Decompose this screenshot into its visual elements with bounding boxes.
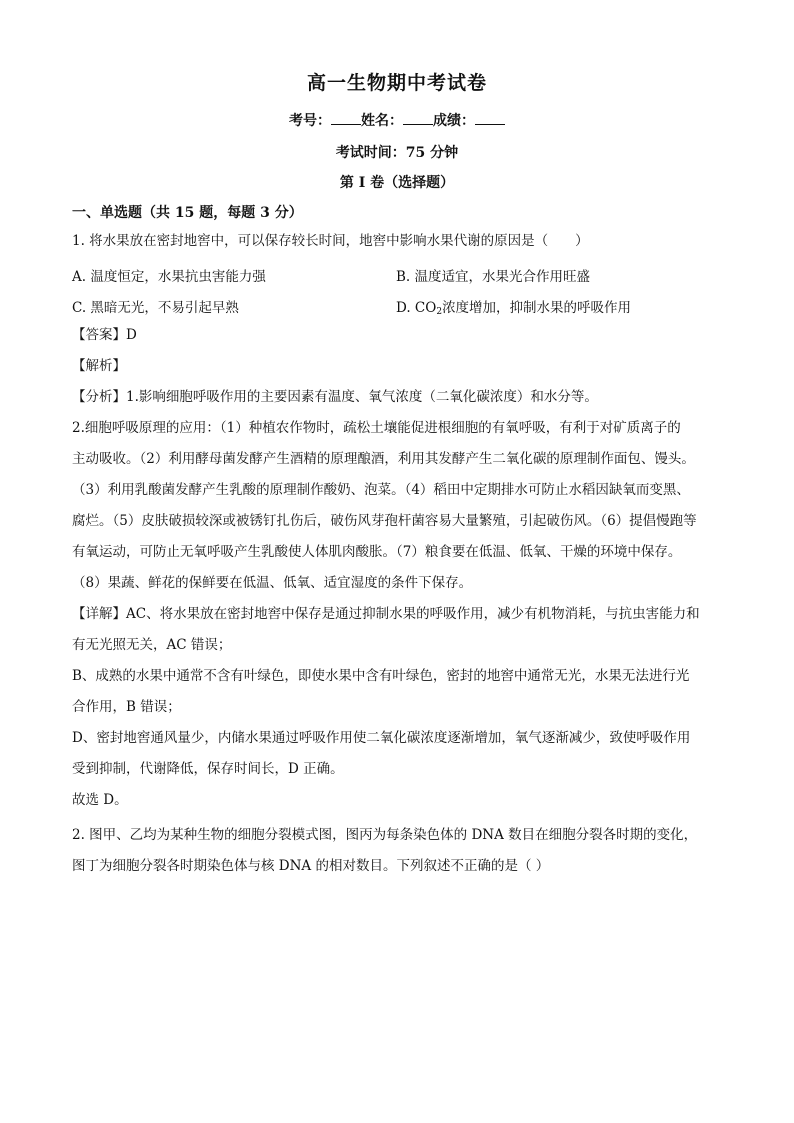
question-1-text: 1. 将水果放在密封地窖中，可以保存较长时间，地窖中影响水果代谢的原因是（ ）	[72, 233, 589, 249]
analysis-line: D、密封地窖通风量少，内储水果通过呼吸作用使二氧化碳浓度逐渐增加，氧气逐渐减少，致使呼吸作用	[72, 730, 691, 746]
exam-time: 考试时间：75 分钟	[335, 145, 459, 161]
option-d-prefix: D. CO	[396, 300, 437, 316]
option-d	[396, 296, 631, 317]
exam-no-blank[interactable]	[331, 112, 361, 125]
analysis-line: （3）利用乳酸菌发酵产生乳酸的原理制作酸奶、泡菜。（4）稻田中定期排水可防止水稻因缺氧而变黑、	[72, 482, 690, 498]
analysis-line: 【分析】1.影响细胞呼吸作用的主要因素有温度、氧气浓度（二氧化碳浓度）和水分等。	[72, 389, 598, 405]
name-label: 姓名：	[361, 113, 403, 129]
exam-title: 高一生物期中考试卷	[306, 72, 487, 94]
analysis-line: 受到抑制，代谢降低，保存时间长，D 正确。	[72, 761, 344, 777]
option-c: C. 黑暗无光，不易引起早熟	[72, 300, 239, 316]
analysis-line: B、成熟的水果中通常不含有叶绿色，即使水果中含有叶绿色，密封的地窖中通常无光，水果无法进行光	[72, 668, 690, 684]
analysis-line: （8）果蔬、鲜花的保鲜要在低温、低氧、适宜湿度的条件下保存。	[72, 575, 473, 591]
option-d-suffix: 浓度增加，抑制水果的呼吸作用	[442, 300, 632, 316]
question-1-explanation	[72, 320, 722, 816]
option-b: B. 温度适宜，水果光合作用旺盛	[396, 269, 591, 285]
question-2-line: 图丁为细胞分裂各时期染色体与核 DNA 的相对数目。下列叙述不正确的是（ ）	[72, 858, 550, 874]
student-info-line	[72, 110, 722, 130]
question-1-stem	[72, 226, 722, 257]
analysis-line: 有无光照无关，AC 错误；	[72, 637, 232, 653]
option-d-subscript: 2	[436, 307, 443, 317]
score-blank[interactable]	[475, 112, 505, 125]
name-blank[interactable]	[403, 112, 433, 125]
exam-no-label: 考号：	[289, 113, 331, 129]
analysis-label: 【解析】	[72, 358, 126, 374]
question-2-stem	[72, 820, 722, 882]
analysis-line: 2.细胞呼吸原理的应用：（1）种植农作物时，疏松土壤能促进根细胞的有氧呼吸，有利于对矿质离子的	[72, 420, 681, 436]
analysis-line: 有氧运动，可防止无氧呼吸产生乳酸使人体肌肉酸胀。（7）粮食要在低温、低氧、干燥的环境中保存。	[72, 544, 682, 560]
answer-line: 【答案】D	[72, 327, 137, 343]
volume-heading: 第 I 卷（选择题）	[339, 175, 455, 191]
analysis-line: 故选 D。	[72, 792, 128, 808]
score-label: 成绩：	[433, 113, 475, 129]
analysis-line: 主动吸收。（2）利用酵母菌发酵产生酒精的原理酿酒，利用其发酵产生二氧化碳的原理制作面包、馒头。	[72, 451, 695, 467]
analysis-line: 合作用，B 错误；	[72, 699, 181, 715]
option-a: A. 温度恒定，水果抗虫害能力强	[72, 269, 266, 285]
analysis-line: 腐烂。（5）皮肤破损较深或被锈钉扎伤后，破伤风芽孢杆菌容易大量繁殖，引起破伤风。（6）提倡慢跑等	[72, 513, 697, 529]
section-heading: 一、单选题（共 15 题，每题 3 分）	[72, 205, 303, 221]
question-2-line: 2. 图甲、乙均为某种生物的细胞分裂模式图，图丙为每条染色体的 DNA 数目在细胞分裂各时期的变化，	[72, 827, 698, 843]
analysis-line: 【详解】AC、将水果放在密封地窖中保存是通过抑制水果的呼吸作用，减少有机物消耗，与抗虫害能力和	[72, 606, 700, 622]
